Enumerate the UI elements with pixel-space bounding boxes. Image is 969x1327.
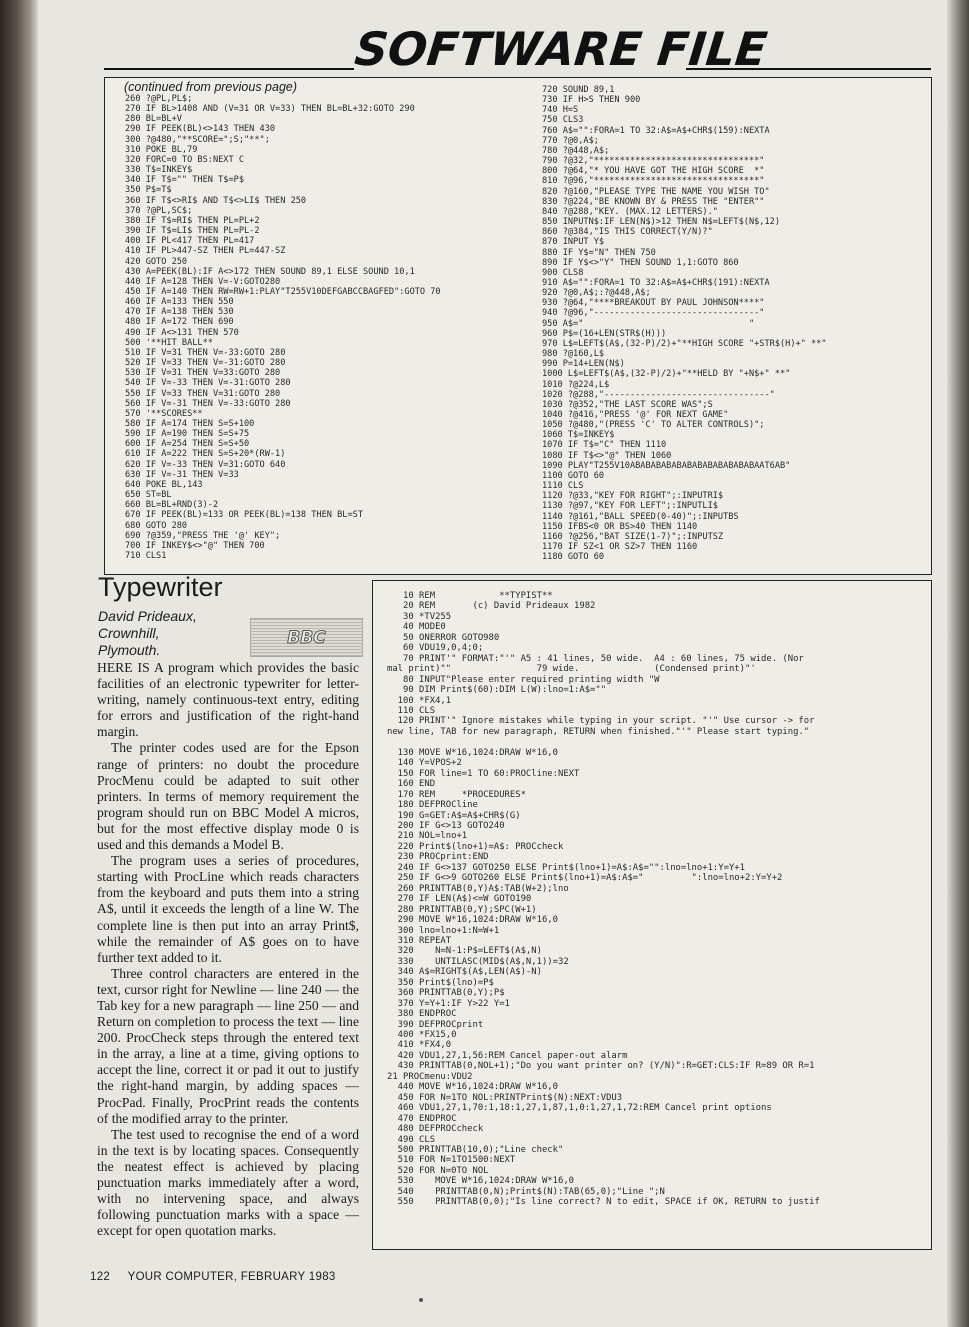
code-line: 450 FOR N=1TO NOL:PRINTPrint$(N):NEXT:VDU3	[387, 1092, 623, 1103]
page-edge-shadow	[947, 0, 969, 1327]
page-number: 122	[90, 1271, 111, 1283]
code-line: 510 FOR N=1TO1500:NEXT	[387, 1155, 516, 1166]
code-line: 810 ?@96,"********************************"	[542, 176, 765, 187]
code-line: 570 '**SCORES**	[125, 408, 203, 419]
code-line: 360 PRINTTAB(0,Y);P$	[387, 988, 505, 999]
code-line: 180 DEFPROCline	[387, 800, 478, 811]
code-line: 530 MOVE W*16,1024:DRAW W*16,0	[387, 1176, 575, 1187]
code-line: 550 IF V=33 THEN V=31:GOTO 280	[125, 388, 281, 399]
code-line: 360 IF T$<>RI$ AND T$<>LI$ THEN 250	[125, 195, 307, 206]
code-line: 1120 ?@33,"KEY FOR RIGHT";:INPUTRI$	[542, 491, 724, 502]
code-line: 940 ?@96,"--------------------------------"	[542, 308, 765, 319]
code-line: 440 MOVE W*16,1024:DRAW W*16,0	[387, 1082, 558, 1093]
code-line: 430 A=PEEK(BL):IF A<>172 THEN SOUND 89,1 ELSE SOUND 10,1	[125, 266, 415, 277]
author-line: Plymouth.	[98, 642, 161, 658]
code-line: 260 PRINTTAB(0,Y)A$:TAB(W+2);lno	[387, 883, 569, 894]
code-line: 390 IF T$=LI$ THEN PL=PL-2	[125, 226, 260, 237]
code-line: 1060 T$=INKEY$	[542, 430, 615, 441]
code-line: 10 REM **TYPIST**	[387, 591, 553, 601]
code-line: 530 IF V=31 THEN V=33:GOTO 280	[125, 368, 281, 379]
code-line: 640 POKE BL,143	[125, 479, 203, 490]
article-paragraph: HERE IS A program which provides the basic facilities of an electronic typewriter for letter-writing, namely continuous-text entry, editing for errors and justification of the right-hand margin.	[97, 660, 359, 740]
code-line: 970 L$=LEFT$(A$,(32-P)/2)+"**HIGH SCORE "+STR$(H)+" **"	[542, 338, 827, 349]
code-line: 1100 GOTO 60	[542, 470, 605, 481]
code-line: 260 ?@PL,PL$;	[125, 94, 193, 104]
code-line: 930 ?@64,"****BREAKOUT BY PAUL JOHNSON****"	[542, 298, 765, 309]
code-line: 230 PROCprint:END	[387, 852, 489, 863]
bottom-listing-box	[372, 580, 932, 1250]
code-line: 630 IF V=-31 THEN V=33	[125, 469, 239, 480]
code-line: 50 ONERROR GOTO980	[387, 632, 500, 643]
code-line: 350 Print$(lno)=P$	[387, 977, 494, 988]
code-line: 420 VDU1,27,1,56:REM Cancel paper-out alarm	[387, 1050, 628, 1061]
code-line: 670 IF PEEK(BL)=133 OR PEEK(BL)=138 THEN BL=ST	[125, 510, 363, 521]
code-line: 480 DEFPROCcheck	[387, 1124, 484, 1135]
code-line: 200 IF G<>13 GOTO240	[387, 820, 505, 831]
code-line: 290 IF PEEK(BL)<>143 THEN 430	[125, 124, 276, 135]
code-line: 840 ?@288,"KEY. (MAX.12 LETTERS)."	[542, 206, 718, 217]
code-line: 660 BL=BL+RND(3)-2	[125, 500, 219, 511]
code-line: 760 A$="":FORA=1 TO 32:A$=A$+CHR$(159):NEXTA	[542, 125, 770, 136]
code-line: 60 VDU19,0,4;0;	[387, 643, 484, 654]
header-rule-left	[104, 68, 354, 70]
code-line: 280 BL=BL+V	[125, 114, 182, 125]
code-line: 310 POKE BL,79	[125, 144, 198, 155]
author-line: Crownhill,	[98, 625, 160, 641]
code-line: 20 REM (c) David Prideaux 1982	[387, 601, 596, 612]
code-line: 410 IF PL>447-SZ THEN PL=447-SZ	[125, 246, 286, 257]
code-line: 750 CLS3	[542, 115, 584, 126]
article-body	[97, 660, 359, 1239]
code-line: 1010 ?@224,L$	[542, 379, 610, 390]
code-line: 730 IF H>S THEN 900	[542, 95, 641, 106]
code-line: 21 PROCmenu:VDU2	[387, 1071, 473, 1082]
code-line: 90 DIM Print$(60):DIM L(W):lno=1:A$=""	[387, 685, 607, 696]
page-footer	[90, 1271, 336, 1283]
code-line: 470 IF A=138 THEN 530	[125, 307, 234, 318]
code-line: 800 ?@64,"* YOU HAVE GOT THE HIGH SCORE *"	[542, 166, 765, 177]
code-line: 270 IF LEN(A$)<=W GOTO190	[387, 894, 532, 905]
code-line: 770 ?@0,A$;	[542, 135, 599, 146]
code-line: 1080 IF T$<>"@" THEN 1060	[542, 450, 672, 461]
code-line: 490 IF A<>131 THEN 570	[125, 327, 239, 338]
code-line: 210 NOL=lno+1	[387, 831, 468, 842]
code-line: 920 ?@0,A$;:?@448,A$;	[542, 288, 651, 299]
code-line: 870 INPUT Y$	[542, 237, 605, 248]
listing-right-lines	[542, 85, 827, 562]
typist-listing	[387, 591, 820, 1208]
code-line: 110 CLS	[387, 705, 436, 716]
code-line: 790 ?@32,"********************************"	[542, 156, 765, 167]
code-line: 540 IF V=-33 THEN V=-31:GOTO 280	[125, 378, 291, 389]
article-title: Typewriter	[98, 572, 223, 602]
article-paragraph: The printer codes used are for the Epson range of printers: no doubt the procedure ProcMenu could be adapted to suit other printers. In terms of memory requirement the program should run on BBC Model A micros, but for the most effective display mode 0 is used and this demands a Model B.	[97, 740, 359, 853]
code-line: 1150 IFBS<0 OR BS>40 THEN 1140	[542, 521, 698, 532]
code-line: 320 N=N-1:P$=LEFT$(A$,N)	[387, 946, 542, 957]
code-line: 270 IF BL>1408 AND (V=31 OR V=33) THEN BL=BL+32:GOTO 290	[125, 104, 415, 115]
code-line: 860 ?@384,"IS THIS CORRECT(Y/N)?"	[542, 227, 713, 238]
bbc-badge: BBC	[250, 618, 363, 657]
code-line: 1020 ?@288,"--------------------------------"	[542, 389, 775, 400]
code-line: 400 IF PL<417 THEN PL=417	[125, 236, 255, 247]
code-line: 560 IF V=-31 THEN V=-33:GOTO 280	[125, 398, 291, 409]
code-line: 880 IF Y$="N" THEN 750	[542, 247, 656, 258]
code-line: 340 A$=RIGHT$(A$,LEN(A$)-N)	[387, 967, 542, 978]
code-line: 350 P$=T$	[125, 185, 172, 196]
code-line: 500 PRINTTAB(10,0);"Line check"	[387, 1145, 564, 1156]
code-line: 700 IF INKEY$<>"@" THEN 700	[125, 540, 265, 551]
code-line: 300 ?@480,"**SCORE=";S;"**";	[125, 134, 270, 145]
code-line: 320 FORC=0 TO BS:NEXT C	[125, 154, 244, 165]
code-line: 160 END	[387, 779, 436, 790]
code-line: 400 *FX15,0	[387, 1030, 457, 1041]
code-line: 440 IF A=128 THEN V=-V:GOTO280	[125, 276, 281, 287]
code-line: 520 IF V=33 THEN V=-31:GOTO 280	[125, 358, 286, 369]
code-line: 500 '**HIT BALL**	[125, 337, 213, 348]
code-line: 690 ?@359,"PRESS THE '@' KEY";	[125, 530, 281, 541]
code-line: 410 *FX4,0	[387, 1040, 452, 1051]
code-line: 30 *TV255	[387, 611, 452, 622]
code-line: 780 ?@448,A$;	[542, 145, 610, 156]
code-line: 450 IF A=140 THEN RW=RW+1:PLAY"T255V10DEFGABCCBAGFED":GOTO 70	[125, 286, 441, 297]
code-line: 300 lno=lno+1:N=W+1	[387, 925, 500, 936]
code-line: 80 INPUT"Please enter required printing width "W	[387, 674, 660, 685]
code-line: 340 IF T$="" THEN T$=P$	[125, 175, 244, 186]
code-line: 240 IF G<>137 GOTO250 ELSE Print$(lno+1)=A$:A$="":lno=lno+1:Y=Y+1	[387, 862, 745, 873]
author-line: David Prideaux,	[98, 608, 197, 624]
code-line: 130 MOVE W*16,1024:DRAW W*16,0	[387, 747, 558, 758]
code-line: 380 IF T$=RI$ THEN PL=PL+2	[125, 215, 260, 226]
code-line: 710 CLS1	[125, 551, 167, 562]
code-line: 850 INPUTN$:IF LEN(N$)>12 THEN N$=LEFT$(N$,12)	[542, 217, 780, 228]
code-line: 1170 IF SZ<1 OR SZ>7 THEN 1160	[542, 542, 698, 553]
code-line: 550 PRINTTAB(0,0);"Is line correct? N to edit, SPACE if OK, RETURN to justif	[387, 1197, 820, 1208]
code-line: 600 IF A=254 THEN S=S+50	[125, 439, 250, 450]
code-line: 430 PRINTTAB(0,NOL+1);"Do you want printer on? (Y/N)":R=GET:CLS:IF R=89 OR R=1	[387, 1061, 815, 1072]
section-title: SOFTWARE FILE	[352, 22, 770, 76]
code-line: 190 G=GET:A$=A$+CHR$(G)	[387, 810, 521, 821]
code-line: 150 FOR line=1 TO 60:PROCline:NEXT	[387, 768, 580, 779]
code-line: 540 PRINTTAB(0,N);Print$(N):TAB(65,0);"Line ";N	[387, 1186, 665, 1197]
code-line: 1050 ?@480,"(PRESS 'C' TO ALTER CONTROLS)";	[542, 420, 765, 431]
print-speck	[419, 1298, 423, 1302]
typist-listing-lines	[387, 591, 820, 1208]
code-line: 1140 ?@161,"BALL SPEED(0-40)";:INPUTBS	[542, 511, 739, 522]
code-line: 520 FOR N=0TO NOL	[387, 1165, 489, 1176]
code-line: 470 ENDPROC	[387, 1113, 457, 1124]
code-line: 680 GOTO 280	[125, 520, 188, 531]
article-paragraph: Three control characters are entered in the text, cursor right for Newline — line 240 — the Tab key for a new paragraph — line 250 — and Return on completion to process the text — line 200. ProcCheck steps through the entered text in the array, a line at a time, giving options to accept the line, correct it or pad it out to justify the right-hand margin, by adding spaces — ProcPad. Finally, ProcPrint reads the contents of the modified array to the printer.	[97, 965, 359, 1126]
listing-right-column	[542, 85, 827, 562]
code-line: 330 T$=INKEY$	[125, 165, 193, 176]
code-line: 650 ST=BL	[125, 490, 172, 501]
code-line: new line, TAB for new paragraph, RETURN when finished."'" Please start typing."	[387, 726, 810, 737]
book-spine-shadow	[0, 0, 38, 1327]
code-line: 990 P=14+LEN(N$)	[542, 359, 625, 370]
code-line: 1090 PLAY"T255V10ABABABABABABABABABABABABAAT6AB"	[542, 460, 791, 471]
code-line: 820 ?@160,"PLEASE TYPE THE NAME YOU WISH TO"	[542, 186, 770, 197]
code-line: 370 ?@PL,SC$;	[125, 205, 193, 216]
listing-left-lines	[125, 94, 441, 561]
code-line: 950 A$=" "	[542, 318, 755, 329]
listing-left-column	[125, 94, 441, 561]
code-line: 960 P$=(16+LEN(STR$(H)))	[542, 328, 667, 339]
code-line: 890 IF Y$<>"Y" THEN SOUND 1,1:GOTO 860	[542, 257, 739, 268]
code-line: 100 *FX4,1	[387, 695, 452, 706]
code-line: 900 CLS8	[542, 267, 584, 278]
top-listing-box	[104, 77, 932, 575]
continued-note: (continued from previous page)	[124, 80, 298, 94]
article-paragraph: The program uses a series of procedures, starting with ProcLine which reads characters from the keyboard and puts them into a string A$, until it exceeds the length of a line W. The complete line is then put into an array Print$, while the remainder of A$ goes on to have further text added to it.	[97, 853, 359, 965]
code-line: 590 IF A=190 THEN S=S+75	[125, 429, 250, 440]
code-line: 1070 IF T$="C" THEN 1110	[542, 440, 667, 451]
code-line: 280 PRINTTAB(0,Y);SPC(W+1)	[387, 904, 537, 915]
code-line: 170 REM *PROCEDURES*	[387, 789, 526, 800]
code-line	[387, 737, 820, 747]
code-line: 510 IF V=31 THEN V=-33:GOTO 280	[125, 347, 286, 358]
code-line: 460 VDU1,27,1,70:1,18:1,27,1,87,1,0:1,27,1,72:REM Cancel print options	[387, 1103, 772, 1114]
code-line: 380 ENDPROC	[387, 1009, 457, 1020]
code-line: 980 ?@160,L$	[542, 349, 605, 360]
code-line: 40 MODE0	[387, 622, 446, 633]
code-line: 1110 CLS	[542, 481, 584, 492]
code-line: 370 Y=Y+1:IF Y>22 Y=1	[387, 998, 510, 1009]
code-line: 1130 ?@97,"KEY FOR LEFT";:INPUTLI$	[542, 501, 718, 512]
code-line: 1000 L$=LEFT$(A$,(32-P)/2)+"**HELD BY "+N$+" **"	[542, 369, 791, 380]
code-line: 490 CLS	[387, 1134, 436, 1145]
code-line: 620 IF V=-33 THEN V=31:GOTO 640	[125, 459, 286, 470]
code-line: 290 MOVE W*16,1024:DRAW W*16,0	[387, 915, 558, 926]
code-line: 70 PRINT'" FORMAT:"'" A5 : 41 lines, 50 wide. A4 : 60 lines, 75 wide. (Nor	[387, 653, 804, 664]
code-line: 390 DEFPROCprint	[387, 1019, 484, 1030]
code-line: 1180 GOTO 60	[542, 552, 605, 563]
magazine-issue: YOUR COMPUTER, FEBRUARY 1983	[127, 1271, 336, 1283]
code-line: 910 A$="":FORA=1 TO 32:A$=A$+CHR$(191):NEXTA	[542, 277, 770, 288]
code-line: 330 UNTILASC(MID$(A$,N,1))=32	[387, 956, 569, 967]
code-line: 480 IF A=172 THEN 690	[125, 317, 234, 328]
code-line: 1040 ?@416,"PRESS '@' FOR NEXT GAME"	[542, 410, 729, 420]
code-line: 220 Print$(lno+1)=A$: PROCcheck	[387, 841, 564, 852]
code-line: 720 SOUND 89,1	[542, 85, 615, 95]
code-line: 420 GOTO 250	[125, 256, 188, 267]
code-line: 140 Y=VPOS+2	[387, 758, 462, 769]
code-line: 610 IF A=222 THEN S=S+20*(RW-1)	[125, 449, 286, 460]
code-line: 740 H=S	[542, 105, 579, 116]
article-paragraph: The test used to recognise the end of a word in the text is by locating spaces. Consequently the neatest effect is achieved by placing punctuation marks immediately after a word, with no intervening space, and always following punctuation marks with a space — except for open quotation marks.	[97, 1126, 359, 1239]
code-line: 1160 ?@256,"BAT SIZE(1-7)";:INPUTSZ	[542, 531, 724, 542]
code-line: 250 IF G<>9 GOTO260 ELSE Print$(lno+1)=A$:A$=" ":lno=lno+2:Y=Y+2	[387, 873, 783, 884]
code-line: 580 IF A=174 THEN S=S+100	[125, 419, 255, 429]
code-line: 310 REPEAT	[387, 935, 452, 946]
code-line: mal print)"" 79 wide. (Condensed print)"'	[387, 664, 756, 675]
code-line: 830 ?@224,"BE KNOWN BY & PRESS THE "ENTER""	[542, 196, 765, 207]
code-line: 120 PRINT'" Ignore mistakes while typing in your script. "'" Use cursor -> for	[387, 716, 815, 727]
code-line: 1030 ?@352,"THE LAST SCORE WAS";S	[542, 399, 713, 410]
author-block	[98, 608, 197, 659]
code-line: 460 IF A=133 THEN 550	[125, 297, 234, 308]
